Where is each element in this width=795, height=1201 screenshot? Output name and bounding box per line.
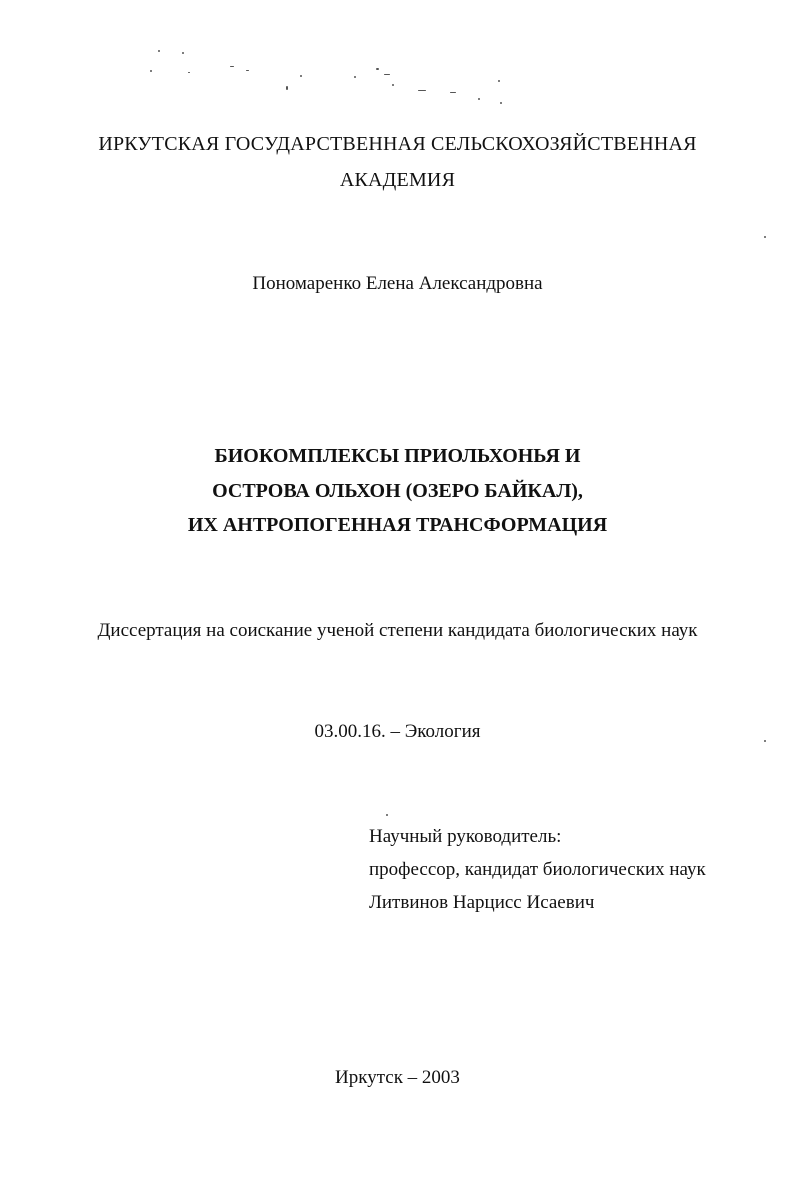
supervisor-name: Литвинов Нарцисс Исаевич xyxy=(369,892,595,913)
thesis-title-line-1: БИОКОМПЛЕКСЫ ПРИОЛЬХОНЬЯ И xyxy=(214,445,581,467)
place-and-year: Иркутск – 2003 xyxy=(335,1067,460,1088)
specialty-code: 03.00.16. – Экология xyxy=(314,721,481,742)
supervisor-label: Научный руководитель: xyxy=(369,826,562,847)
supervisor-position: профессор, кандидат биологических наук xyxy=(369,859,706,880)
institution-line-1: ИРКУТСКАЯ ГОСУДАРСТВЕННАЯ СЕЛЬСКОХОЗЯЙСТВЕННАЯ xyxy=(98,133,697,155)
thesis-title-line-3: ИХ АНТРОПОГЕННАЯ ТРАНСФОРМАЦИЯ xyxy=(187,514,608,536)
degree-statement: Диссертация на соискание ученой степени кандидата биологических наук xyxy=(97,620,698,641)
institution-line-2: АКАДЕМИЯ xyxy=(339,169,456,191)
thesis-title-line-2: ОСТРОВА ОЛЬХОН (ОЗЕРО БАЙКАЛ), xyxy=(212,480,583,502)
author-name: Пономаренко Елена Александровна xyxy=(252,273,543,294)
